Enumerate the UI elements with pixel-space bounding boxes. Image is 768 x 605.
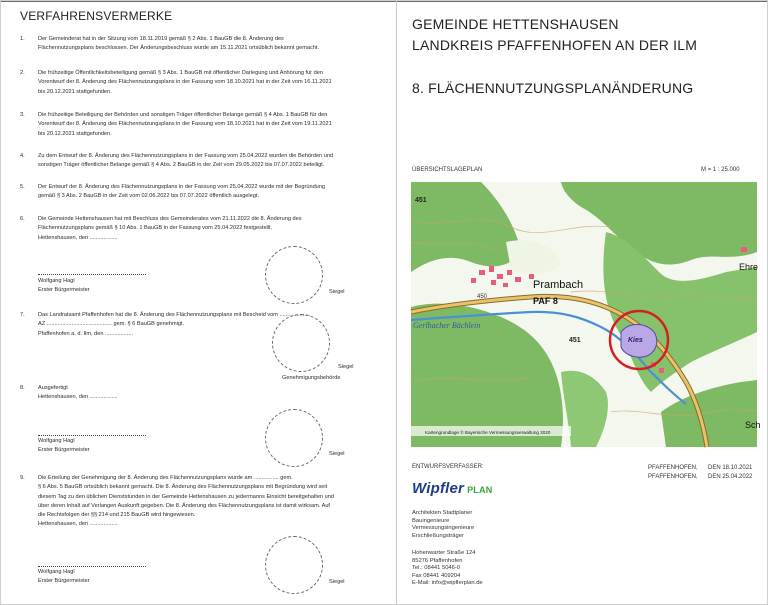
signature-block: Wolfgang Hagl Erster Bürgermeister <box>38 278 90 293</box>
note-number: 9. <box>20 475 25 481</box>
map-scale: M = 1 : 25.000 <box>701 167 740 173</box>
seal-placeholder <box>265 246 323 304</box>
date-place-1: PFAFFENHOFEN, <box>648 465 698 471</box>
note-number: 8. <box>20 385 25 391</box>
note-text: Die Gemeinde Hettenshausen hat mit Beschluss des Gemeinderates vom 21.11.2022 die 8. Änderung des Flächennutzungsplans gemäß § 10 Abs. 1 BauGB in der Fassung vom 25.04.2022 festgestellt. Hettenshausen, den .................. <box>38 216 302 241</box>
signature-line <box>38 274 146 275</box>
village-label-east: Ehre <box>739 262 759 272</box>
seal-label: Siegel <box>329 289 345 295</box>
seal-placeholder <box>265 536 323 594</box>
logo-sub: PLAN <box>467 485 493 495</box>
district-title: LANDKREIS PFAFFENHOFEN AN DER ILM <box>412 37 698 53</box>
note-text: Der Gemeinderat hat in der Sitzung vom 18.11.2019 gemäß § 2 Abs. 1 BauGB die 8. Änderung des Flächennutzungsplans beschlossen. Der Änderungsbeschluss wurde am 15.11.2021 ortsüblich bekannt gemacht. <box>38 36 319 52</box>
signature-line <box>38 566 146 567</box>
elevation-label: 451 <box>415 197 427 204</box>
note-number: 6. <box>20 216 25 222</box>
creek-label: Gerlhacher Bächlein <box>413 321 481 330</box>
overview-map-svg <box>411 182 761 447</box>
date-1: DEN 18.10.2021 <box>708 465 753 471</box>
date-2: DEN 25.04.2022 <box>708 474 753 480</box>
road-label: PAF 8 <box>533 296 558 306</box>
note-text: Der Entwurf der 8. Änderung des Flächennutzungsplans in der Fassung vom 25.04.2022 wurde mit der Begründung gemäß § 3 Abs. 2 BauGB in der Zeit vom 02.06.2022 bis 07.07.2022 öffentlich ausgelegt. <box>38 184 326 200</box>
note-text: Das Landratsamt Pfaffenhofen hat die 8. Änderung des Flächennutzungsplans mit Bescheid vom .................... AZ .......................................... gem. § 6 BauGB genehmigt. Pfaffenhofen a. d. Ilm, den .................. <box>38 312 311 337</box>
note-text: Die frühzeitige Beteiligung der Behörden und sonstigen Träger öffentlicher Belange gemäß § 4 Abs. 1 BauGB für den Vorentwurf der 8. Änderung des Flächennutzungsplans in der Fassung vom 18.10.2021 hat in der Zeit vom 19.11.2021 bis 20.12.2021 stattgefunden. <box>38 112 332 137</box>
elevation-label: 451 <box>569 337 581 344</box>
note-text: Die Erteilung der Genehmigung der 8. Änderung des Flächennutzungsplans wurde am ................ gem. § 6 Abs. 5 BauGB ortsüblich bekannt gemacht. Die 8. Änderung des Flächennutzungsplans mit Begründung wird seit diesem Tag zu den üblichen Dienststunden in der Gemeinde Hettenshausen zu jedermanns Einsicht bereitgehalten und über deren Inhalt auf Verlangen Auskunft gegeben. Die 8. Änderung des Flächennutzungsplans ist damit wirksam. Auf die Rechtsfolgen der §§ 214 und 215 BauGB wird hingewiesen. Hettenshausen, den .................. <box>38 475 334 528</box>
note-text: Zu dem Entwurf der 8. Änderung des Flächennutzungsplans in der Fassung vom 25.04.2022 wurden die Behörden und sonstigen Träger öffentlicher Belange gemäß § 4 Abs. 2 BauGB in der Zeit vom 29.05.2022 bis 07.07.2022 beteiligt. <box>38 153 334 169</box>
note-number: 1. <box>20 36 25 42</box>
overview-map-label: ÜBERSICHTSLAGEPLAN <box>412 167 483 173</box>
note-text: Die frühzeitige Öffentlichkeitsbeteiligung gemäß § 3 Abs. 1 BauGB mit öffentlicher Darlegung und Anhörung für den Vorentwurf der 8. Änderung des Flächennutzungsplans in der Fassung vom 18.10.2021 hat in der Zeit vom 16.11.2021 bis 20.12.2021 stattgefunden. <box>38 70 332 95</box>
firm-logo <box>412 480 492 497</box>
authority-label: Genehmigungsbehörde <box>282 375 341 381</box>
signature-block: Wolfgang Hagl Erster Bürgermeister <box>38 438 90 453</box>
date-place-2: PFAFFENHOFEN, <box>648 474 698 480</box>
plan-title: 8. FLÄCHENNUTZUNGSPLANÄNDERUNG <box>412 80 694 96</box>
elevation-label: 450 <box>477 294 488 300</box>
note-number: 3. <box>20 112 25 118</box>
map-credit: Kartengrundlage © Bayerische Vermessungsverwaltung 2020 <box>425 430 551 435</box>
procedure-notes-title: VERFAHRENSVERMERKE <box>20 9 173 23</box>
seal-label: Siegel <box>329 579 345 585</box>
designer-label: ENTWURFSVERFASSER: <box>412 464 484 470</box>
logo-main: Wipfler <box>412 480 465 497</box>
overview-map <box>411 182 761 447</box>
column-divider <box>396 0 397 605</box>
signature-line <box>38 435 146 436</box>
note-number: 7. <box>20 312 25 318</box>
firm-disciplines: Architekten Stadtplaner Bauingenieure Vermessungsingenieure Erschließungsträger <box>412 510 475 539</box>
seal-placeholder <box>265 409 323 467</box>
note-number: 4. <box>20 153 25 159</box>
village-label-southeast: Sch <box>745 420 761 430</box>
municipality-title: GEMEINDE HETTENSHAUSEN <box>412 16 619 32</box>
note-number: 5. <box>20 184 25 190</box>
village-label: Prambach <box>533 279 584 291</box>
seal-label: Siegel <box>338 364 354 370</box>
site-label: Kies <box>628 337 643 344</box>
seal-placeholder <box>272 314 330 372</box>
signature-block: Wolfgang Hagl Erster Bürgermeister <box>38 569 90 584</box>
note-number: 2. <box>20 70 25 76</box>
seal-label: Siegel <box>329 451 345 457</box>
firm-address: Hohenwarter Straße 124 85276 Pfaffenhofen Tel.: 08441 5046-0 Fax 08441 409204 E-Mail: info@wipflerplan.de <box>412 550 483 587</box>
note-text: Ausgefertigt Hettenshausen, den .................. <box>38 385 118 401</box>
